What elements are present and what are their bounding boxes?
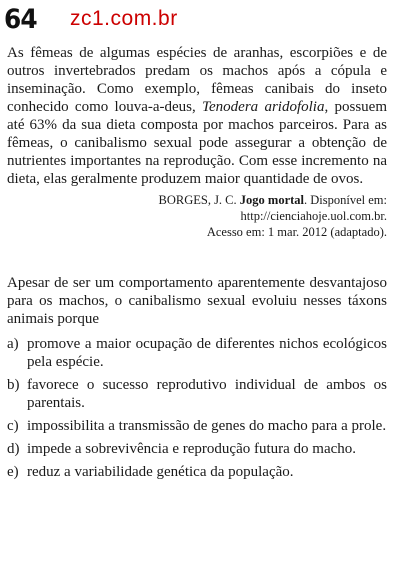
question-header <box>4 2 178 36</box>
passage-part-1: As fêmeas de algumas espécies de aranhas, escorpiões e de outros invertebrados predam os machos após a cópula e inseminação. Como exemplo, fêmeas canibais do inseto conhecido como louva-a-deus, <box>7 45 387 115</box>
passage-text <box>7 44 387 188</box>
option-letter: b) <box>7 377 20 393</box>
citation-available: . Disponível em: <box>304 193 387 207</box>
option-d[interactable] <box>7 440 387 458</box>
citation-access: Acesso em: 1 mar. 2012 (adaptado). <box>206 225 387 239</box>
option-letter: c) <box>7 418 19 434</box>
option-text: reduz a variabilidade genética da população. <box>27 464 294 480</box>
option-text: impossibilita a transmissão de genes do macho para a prole. <box>27 418 387 434</box>
option-text: favorece o sucesso reprodutivo individual de ambos os parentais. <box>27 377 387 411</box>
source-citation <box>7 192 387 240</box>
citation-line-1 <box>7 192 387 208</box>
option-letter: d) <box>7 441 20 457</box>
option-text: impede a sobrevivência e reprodução futura do macho. <box>27 441 357 457</box>
option-text: promove a maior ocupação de diferentes nichos ecológicos pela espécie. <box>27 336 387 370</box>
option-letter: e) <box>7 464 19 480</box>
option-e[interactable] <box>7 463 387 481</box>
option-letter: a) <box>7 336 19 352</box>
question-number: 64 <box>4 3 37 35</box>
citation-author: BORGES, J. C. <box>158 193 240 207</box>
species-name: Tenodera aridofolia <box>202 99 325 115</box>
citation-title: Jogo mortal <box>239 193 305 207</box>
option-a[interactable] <box>7 335 387 371</box>
passage-part-2: , possuem até 63% da sua dieta composta por machos parceiros. Para as fêmeas, o canibalismo sexual pode assegurar a obtenção de nutrientes importantes na reprodução. Com esse incremento na dieta, elas geralmente produzem maior quantidade de ovos. <box>7 99 388 187</box>
question-stem: Apesar de ser um comportamento aparentemente desvantajoso para os machos, o canibalismo sexual evoluiu nesses táxons animais porque <box>7 275 387 327</box>
option-c[interactable] <box>7 417 387 435</box>
answer-options <box>7 335 387 481</box>
question-content <box>7 44 387 486</box>
site-watermark: zc1.com.br <box>70 7 178 30</box>
citation-url: http://cienciahoje.uol.com.br. <box>240 209 387 223</box>
option-b[interactable] <box>7 376 387 412</box>
